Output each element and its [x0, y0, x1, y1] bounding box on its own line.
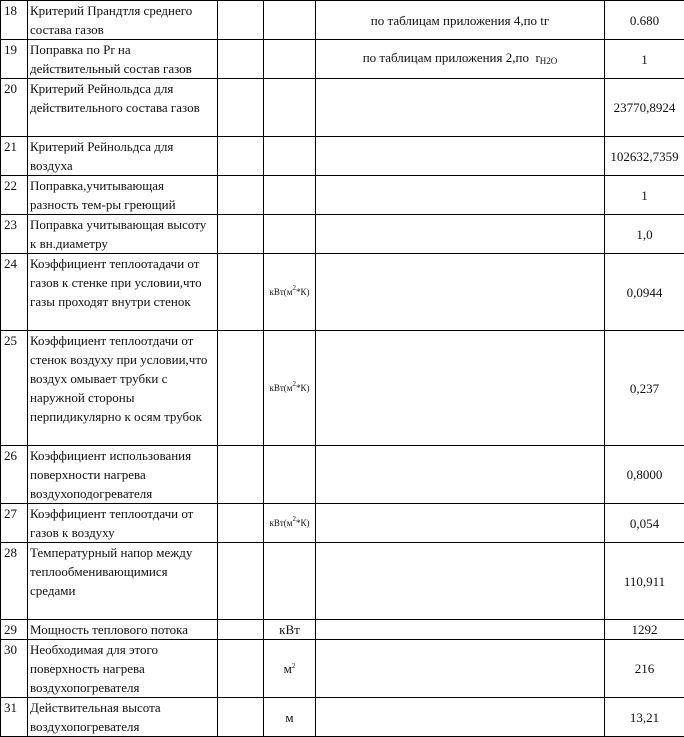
symbol-cell: [218, 446, 264, 504]
source-cell: [316, 640, 605, 698]
parameter-name: Необходимая для этого поверхность нагрева воздухопогревателя: [28, 640, 218, 698]
parameter-name: Поправка по Pr на действительный состав газов: [28, 40, 218, 79]
table-row: [1, 1, 684, 40]
source-cell: [316, 176, 605, 215]
symbol-cell: [218, 504, 264, 543]
value-cell: 13,21: [605, 698, 684, 737]
unit-cell: $кВт(м^2*К)$: [264, 331, 316, 446]
parameter-name: Критерий Прандтля среднего состава газов: [28, 1, 218, 40]
symbol-cell: [218, 137, 264, 176]
parameter-name: Поправка учитывающая высоту к вн.диаметру: [28, 215, 218, 254]
parameter-name: Критерий Рейнольдса для действительного состава газов: [28, 79, 218, 137]
unit-cell: [264, 1, 316, 40]
unit-cell: [264, 40, 316, 79]
symbol-cell: [218, 176, 264, 215]
value-cell: 110,911: [605, 543, 684, 620]
table-row: [1, 137, 684, 176]
source-cell: [316, 40, 605, 79]
source-cell: [316, 79, 605, 137]
symbol-cell: [218, 79, 264, 137]
table-row: [1, 446, 684, 504]
source-cell: [316, 137, 605, 176]
value-cell: 0,054: [605, 504, 684, 543]
row-number: 19: [1, 40, 28, 79]
row-number: 25: [1, 331, 28, 446]
unit-cell: [264, 79, 316, 137]
symbol-cell: [218, 254, 264, 331]
symbol-cell: [218, 1, 264, 40]
source-cell: [316, 215, 605, 254]
parameter-name: Мощность теплового потока: [28, 620, 218, 640]
row-number: 28: [1, 543, 28, 620]
unit-cell: [264, 137, 316, 176]
row-number: 29: [1, 620, 28, 640]
parameter-name: Температурный напор между теплообменивающимися средами: [28, 543, 218, 620]
table-row: [1, 79, 684, 137]
row-number: 24: [1, 254, 28, 331]
value-cell: 0,237: [605, 331, 684, 446]
symbol-cell: [218, 331, 264, 446]
value-cell: 1,0: [605, 215, 684, 254]
row-number: 23: [1, 215, 28, 254]
table-row: [1, 40, 684, 79]
row-number: 31: [1, 698, 28, 737]
symbol-cell: [218, 620, 264, 640]
row-number: 27: [1, 504, 28, 543]
row-number: 30: [1, 640, 28, 698]
source-cell: по таблицам приложения 4,по tг: [316, 1, 605, 40]
parameter-name: Коэффициент теплоотдачи от газов к воздуху: [28, 504, 218, 543]
source-cell: [316, 446, 605, 504]
source-cell: [316, 331, 605, 446]
table-row: [1, 543, 684, 620]
symbol-cell: [218, 640, 264, 698]
source-cell: [316, 620, 605, 640]
table-row: [1, 176, 684, 215]
unit-cell: $кВт(м^2*К)$: [264, 254, 316, 331]
row-number: 26: [1, 446, 28, 504]
parameter-name: Коэффициент теплоотдачи от стенок воздуху при условии,что воздух омывает трубки с наружной стороны перпидикулярно к осям трубок: [28, 331, 218, 446]
unit-cell: [264, 176, 316, 215]
row-number: 22: [1, 176, 28, 215]
symbol-cell: [218, 215, 264, 254]
source-cell: [316, 504, 605, 543]
table-row: [1, 640, 684, 698]
parameter-name: Поправка,учитывающая разность тем-ры греющий: [28, 176, 218, 215]
unit-cell: м: [264, 698, 316, 737]
table-row: [1, 620, 684, 640]
row-number: 21: [1, 137, 28, 176]
row-number: 18: [1, 1, 28, 40]
unit-cell: $м^2$: [264, 640, 316, 698]
value-cell: 1: [605, 176, 684, 215]
value-cell: 102632,7359: [605, 137, 684, 176]
value-cell: 0,0944: [605, 254, 684, 331]
unit-cell: [264, 446, 316, 504]
source-text: по таблицам приложения 2,по: [363, 50, 529, 65]
symbol-cell: [218, 543, 264, 620]
table-row: [1, 331, 684, 446]
table-row: [1, 254, 684, 331]
source-cell: [316, 543, 605, 620]
parameter-name: Коэффициент теплоотадачи от газов к стенке при условии,что газы проходят внутри стенок: [28, 254, 218, 331]
row-number: 20: [1, 79, 28, 137]
unit-cell: кВт: [264, 620, 316, 640]
parameter-name: Коэффициент использования поверхности нагрева воздухоподогревателя: [28, 446, 218, 504]
value-cell: 216: [605, 640, 684, 698]
symbol-cell: [218, 40, 264, 79]
table-row: [1, 504, 684, 543]
unit-cell: [264, 215, 316, 254]
value-cell: 1: [605, 40, 684, 79]
source-cell: [316, 254, 605, 331]
table-row: [1, 215, 684, 254]
parameter-name: Критерий Рейнольдса для воздуха: [28, 137, 218, 176]
value-cell: 0,8000: [605, 446, 684, 504]
unit-cell: [264, 543, 316, 620]
parameter-name: Действительная высота воздухопогревателя: [28, 698, 218, 737]
source-symbol-subscript: H2O: [540, 56, 558, 66]
value-cell: 0.680: [605, 1, 684, 40]
value-cell: 1292: [605, 620, 684, 640]
unit-cell: $кВт(м^2*К)$: [264, 504, 316, 543]
source-symbol: r: [535, 50, 539, 65]
value-cell: 23770,8924: [605, 79, 684, 137]
